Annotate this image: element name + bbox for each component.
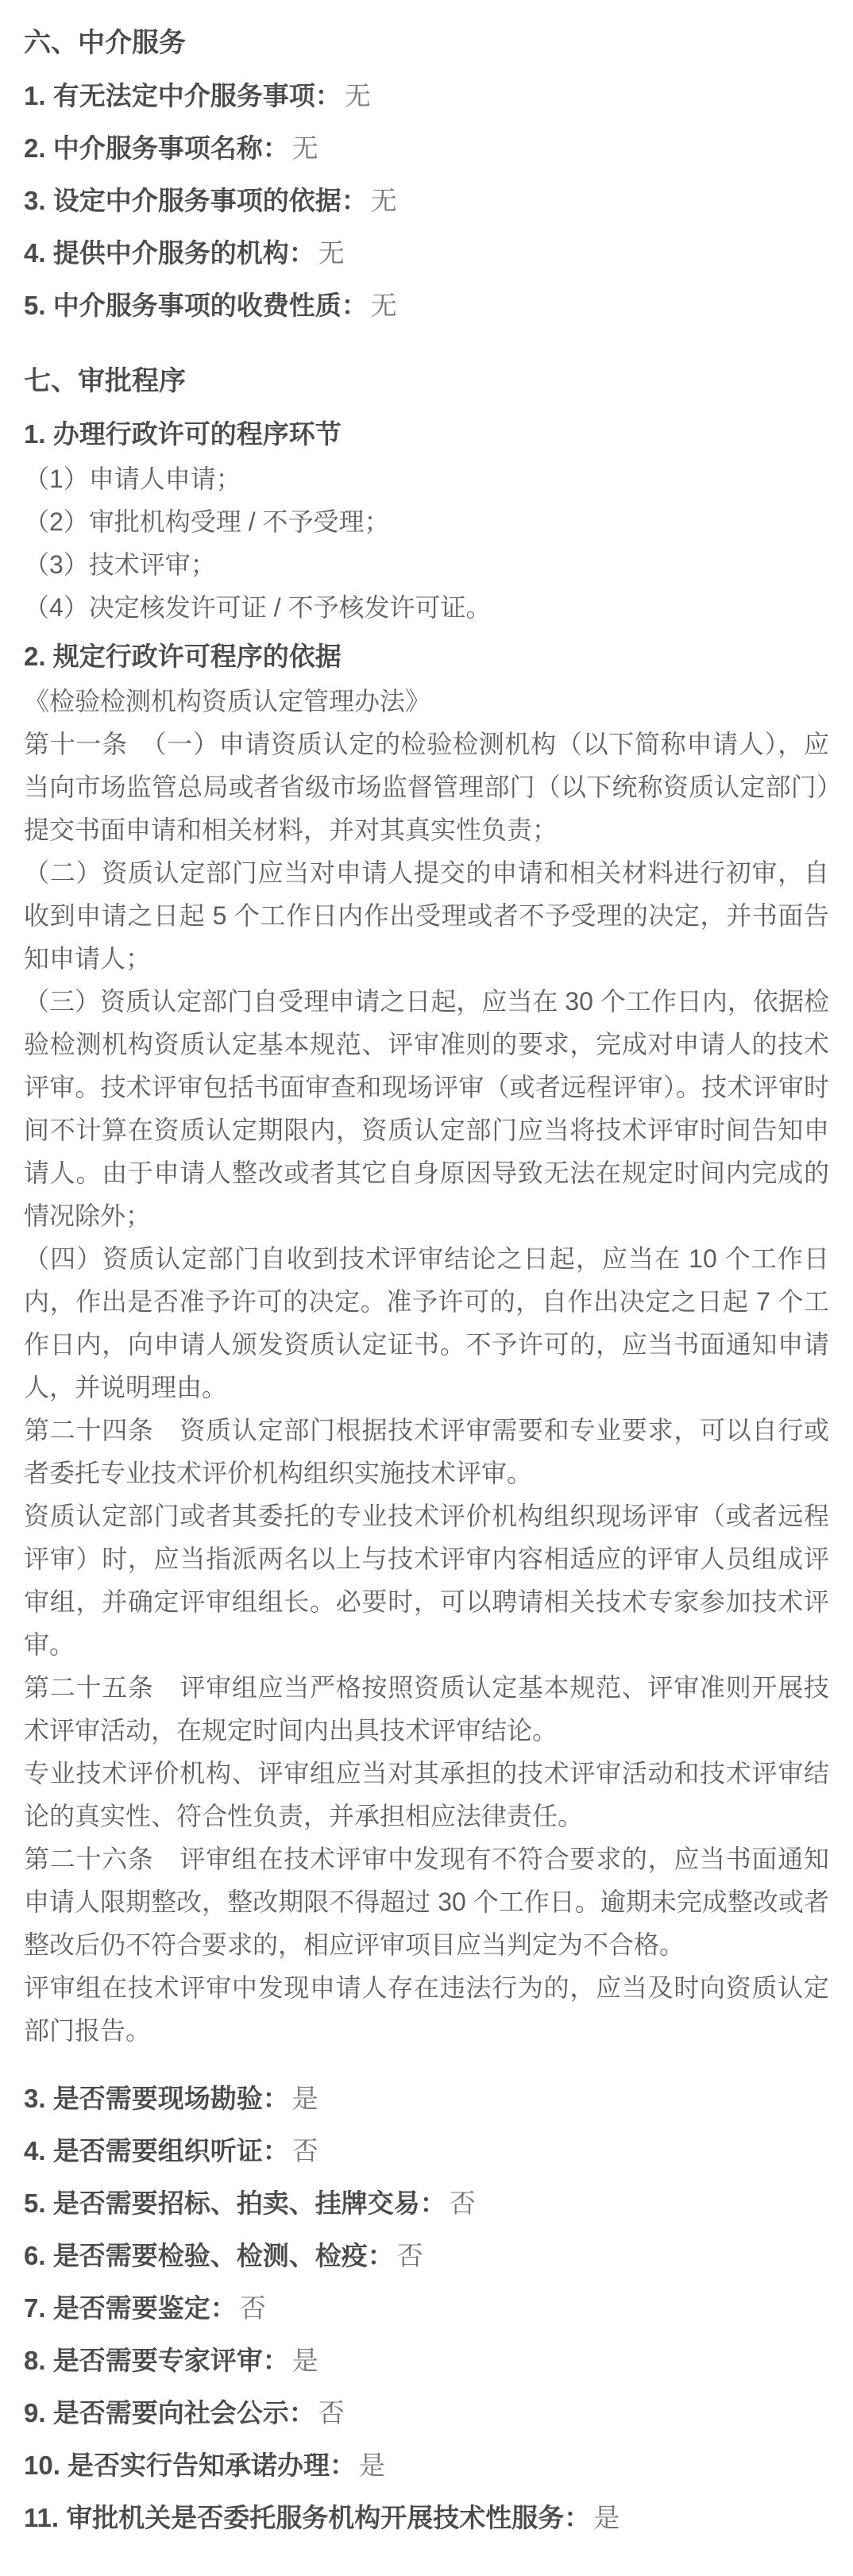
legal-paragraph-article-11-3: （三）资质认定部门自受理申请之日起，应当在 30 个工作日内，依据检验检测机构资质认定基本规范、评审准则的要求，完成对申请人的技术评审。技术评审包括书面审查和现场评审（或者远程评审）。技术评审时间不计算在资质认定期限内，资质认定部门应当将技术评审时间告知申请人。由于申请人整改或者其它自身原因导致无法在规定时间内完成的情况除外；: [24, 987, 829, 1230]
qa-item-intermediary-provider: [24, 235, 829, 272]
qa-item-entrusted-technical-service: [24, 2500, 829, 2536]
procedure-steps: [24, 457, 829, 629]
qa-value: 是: [291, 2084, 318, 2113]
qa-label: 7. 是否需要鉴定：: [24, 2293, 237, 2323]
qa-item-inspection-testing-quarantine: [24, 2238, 829, 2274]
legal-paragraph-article-11-4: （四）资质认定部门自收到技术评审结论之日起，应当在 10 个工作日内，作出是否准予许可的决定。准予许可的，自作出决定之日起 7 个工作日内，向申请人颁发资质认定证书。不予许可的，应当书面通知申请人，并说明理由。: [24, 1244, 829, 1402]
qa-value: 否: [396, 2241, 423, 2270]
procedure-step-technical-review: （3）技术评审；: [24, 550, 216, 579]
qa-value: 否: [239, 2293, 266, 2323]
qa-label: 6. 是否需要检验、检测、检疫：: [24, 2241, 394, 2270]
qa-value: 是: [593, 2503, 620, 2532]
qa-value: 是: [359, 2451, 386, 2480]
legal-paragraph-article-24-2: 资质认定部门或者其委托的专业技术评价机构组织现场评审（或者远程评审）时，应当指派两名以上与技术评审内容相适应的评审人员组成评审组，并确定评审组组长。必要时，可以聘请相关技术专家参加技术评审。: [24, 1502, 829, 1659]
qa-item-notification-commitment: [24, 2447, 829, 2484]
qa-item-intermediary-name: [24, 130, 829, 167]
subheading-procedure-links: 1. 办理行政许可的程序环节: [24, 419, 342, 449]
legal-basis-paragraphs: [24, 680, 829, 2052]
qa-label: 5. 中介服务事项的收费性质：: [24, 291, 368, 320]
qa-label: 5. 是否需要招标、拍卖、挂牌交易：: [24, 2188, 446, 2218]
qa-value: 无: [291, 133, 318, 163]
legal-paragraph-article-26-2: 评审组在技术评审中发现申请人存在违法行为的，应当及时向资质认定部门报告。: [24, 1973, 829, 2045]
procedure-step-decision: （4）决定核发许可证 / 不予核发许可证。: [24, 593, 492, 622]
qa-item-hearing: [24, 2133, 829, 2169]
qa-label: 1. 有无法定中介服务事项：: [24, 81, 342, 110]
qa-label: 11. 审批机关是否委托服务机构开展技术性服务：: [24, 2503, 591, 2532]
qa-label: 4. 是否需要组织听证：: [24, 2136, 289, 2165]
qa-label: 8. 是否需要专家评审：: [24, 2346, 289, 2375]
qa-item-site-inspection: [24, 2080, 829, 2117]
qa-label: 3. 设定中介服务事项的依据：: [24, 186, 368, 215]
qa-value: 无: [318, 238, 345, 268]
legal-paragraph-article-11-1: 第十一条 （一）申请资质认定的检验检测机构（以下简称申请人），应当向市场监管总局或者省级市场监督管理部门（以下统称资质认定部门）提交书面申请和相关材料，并对其真实性负责；: [24, 730, 829, 844]
qa-value: 无: [344, 81, 371, 110]
qa-value: 无: [370, 186, 397, 215]
legal-paragraph-article-11-2: （二）资质认定部门应当对申请人提交的申请和相关材料进行初审，自收到申请之日起 5 个工作日内作出受理或者不予受理的决定，并书面告知申请人；: [24, 858, 829, 973]
qa-value: 否: [449, 2188, 476, 2218]
qa-label: 2. 中介服务事项名称：: [24, 133, 289, 163]
qa-label: 9. 是否需要向社会公示：: [24, 2398, 315, 2428]
qa-item-intermediary-basis: [24, 183, 829, 219]
qa-value: 是: [291, 2346, 318, 2375]
legal-paragraph-article-25-2: 专业技术评价机构、评审组应当对其承担的技术评审活动和技术评审结论的真实性、符合性负责，并承担相应法律责任。: [24, 1759, 829, 1830]
legal-paragraph-article-26-1: 第二十六条 评审组在技术评审中发现有不符合要求的，应当书面通知申请人限期整改，整改期限不得超过 30 个工作日。逾期未完成整改或者整改后仍不符合要求的，相应评审项目应当判定为不合格。: [24, 1845, 829, 1959]
qa-item-legal-intermediary-exists: [24, 78, 829, 114]
qa-value: 否: [318, 2398, 345, 2428]
qa-label: 3. 是否需要现场勘验：: [24, 2084, 289, 2113]
qa-label: 10. 是否实行告知承诺办理：: [24, 2451, 357, 2480]
section-heading-approval-procedure: 七、审批程序: [24, 366, 186, 396]
legal-paragraph-article-25-1: 第二十五条 评审组应当严格按照资质认定基本规范、评审准则开展技术评审活动，在规定时间内出具技术评审结论。: [24, 1673, 829, 1745]
qa-item-expert-review: [24, 2343, 829, 2379]
legal-basis-title: 《检验检测机构资质认定管理办法》: [24, 687, 431, 715]
procedure-step-accept: （2）审批机构受理 / 不予受理；: [24, 507, 390, 536]
subheading-procedure-basis: 2. 规定行政许可程序的依据: [24, 642, 342, 671]
qa-item-public-announcement: [24, 2395, 829, 2431]
qa-value: 否: [291, 2136, 318, 2165]
qa-item-intermediary-fee-nature: [24, 287, 829, 324]
qa-value: 无: [370, 291, 397, 320]
procedure-step-apply: （1）申请人申请；: [24, 465, 241, 493]
qa-label: 4. 提供中介服务的机构：: [24, 238, 315, 268]
qa-item-bidding-auction: [24, 2185, 829, 2222]
qa-item-appraisal: [24, 2290, 829, 2327]
section-heading-intermediary-services: 六、中介服务: [24, 28, 186, 58]
legal-paragraph-article-24-1: 第二十四条 资质认定部门根据技术评审需要和专业要求，可以自行或者委托专业技术评价机构组织实施技术评审。: [24, 1416, 829, 1487]
